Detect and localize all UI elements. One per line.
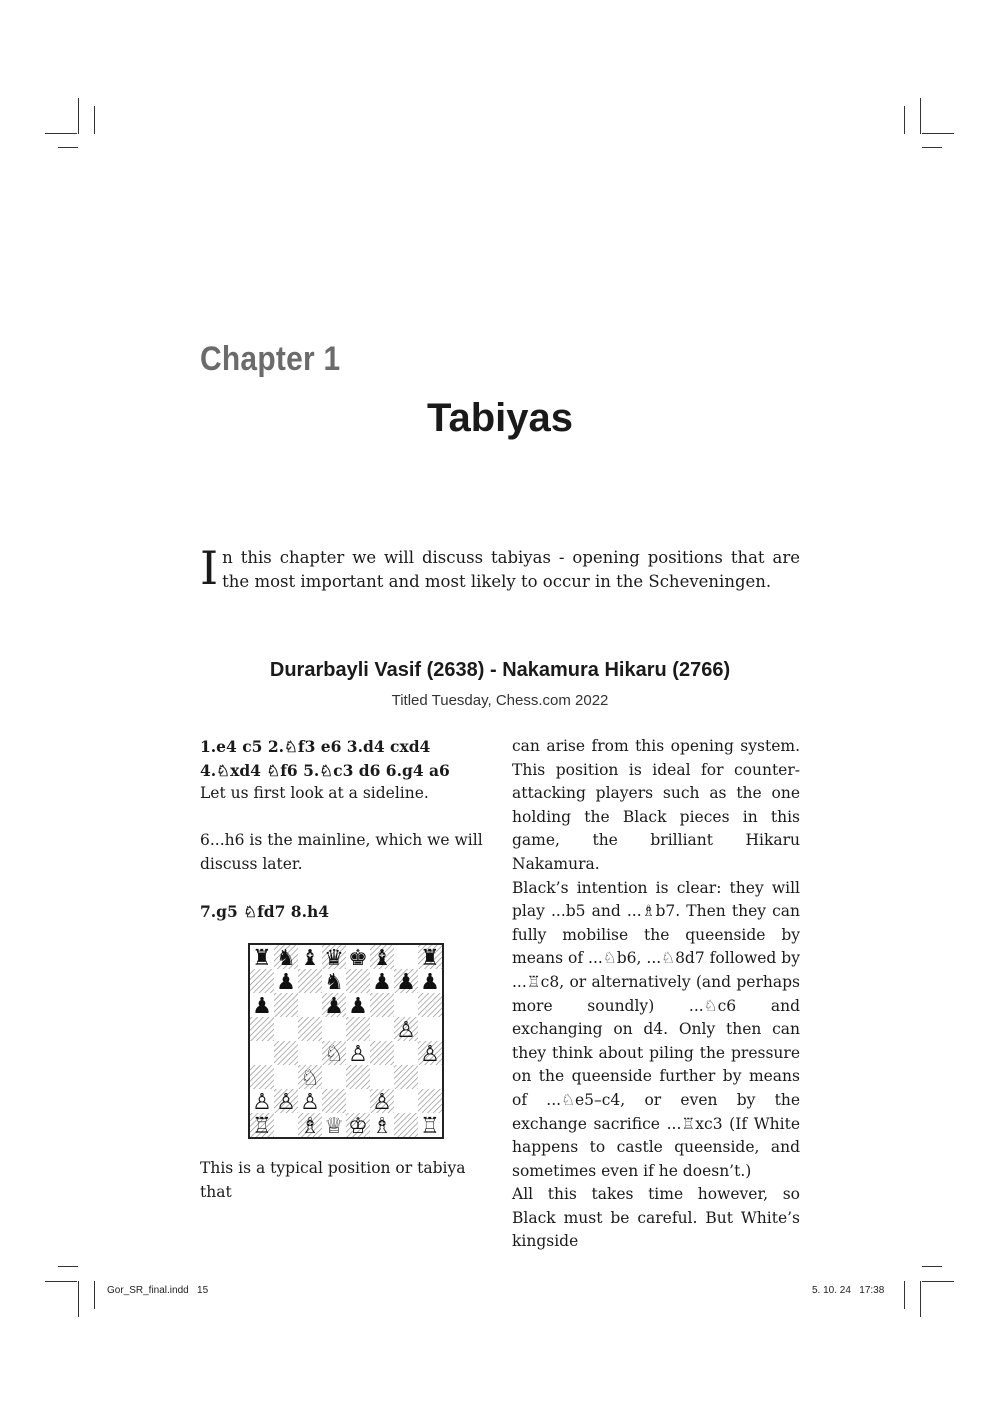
square-d5 (322, 1017, 346, 1041)
crop-mark (922, 133, 954, 134)
crop-mark (94, 106, 95, 134)
move-list: 7.g5 ♘fd7 8.h4 (200, 902, 330, 922)
square-g4 (394, 1041, 418, 1065)
chess-board (250, 945, 442, 1137)
square-b4 (274, 1041, 298, 1065)
black-rook-piece: ♜ (420, 946, 440, 971)
paragraph: Let us first look at a sideline. (200, 784, 429, 803)
crop-mark (45, 1281, 77, 1282)
chess-diagram (248, 943, 444, 1139)
square-f3 (370, 1065, 394, 1089)
square-b3 (274, 1065, 298, 1089)
white-pawn-piece: ♙ (252, 1090, 272, 1115)
square-h6 (418, 993, 442, 1017)
square-e2 (346, 1089, 370, 1113)
white-pawn-piece: ♙ (420, 1042, 440, 1067)
crop-mark (904, 1281, 905, 1309)
paragraph: can arise from this opening system. This position is ideal for counter-attacking players such as the one holding the Black pieces in this game, the brilliant Hikaru Nakamura. (512, 737, 800, 873)
white-pawn-piece: ♙ (396, 1018, 416, 1043)
crop-mark (94, 1281, 95, 1309)
crop-mark (922, 1266, 942, 1267)
square-b5 (274, 1017, 298, 1041)
move-list: 1.e4 c5 2.♘f3 e6 3.d4 cxd4 4.♘xd4 ♘f6 5.♘c3 d6 6.g4 a6 (200, 737, 450, 780)
square-h3 (418, 1065, 442, 1089)
crop-mark (58, 147, 78, 148)
white-knight-piece: ♘ (300, 1066, 320, 1091)
crop-mark (922, 1281, 954, 1282)
black-pawn-piece: ♟ (324, 994, 344, 1019)
left-column-continued: This is a typical position or tabiya that (200, 1159, 466, 1201)
black-bishop-piece: ♝ (300, 946, 320, 971)
white-pawn-piece: ♙ (276, 1090, 296, 1115)
square-d3 (322, 1065, 346, 1089)
square-g1 (394, 1113, 418, 1137)
white-rook-piece: ♖ (420, 1114, 440, 1137)
white-bishop-piece: ♗ (372, 1114, 392, 1137)
black-pawn-piece: ♟ (420, 970, 440, 995)
square-f6 (370, 993, 394, 1017)
crop-mark (920, 1281, 921, 1317)
square-e3 (346, 1065, 370, 1089)
square-a7 (250, 969, 274, 993)
square-g3 (394, 1065, 418, 1089)
black-pawn-piece: ♟ (372, 970, 392, 995)
square-d2 (322, 1089, 346, 1113)
footer-timestamp: 5. 10. 24 17:38 (812, 1285, 885, 1296)
chapter-title: Tabiyas (427, 396, 573, 440)
square-h5 (418, 1017, 442, 1041)
black-king-piece: ♚ (348, 946, 368, 971)
black-pawn-piece: ♟ (348, 994, 368, 1019)
white-queen-piece: ♕ (324, 1114, 344, 1137)
square-h2 (418, 1089, 442, 1113)
square-c4 (298, 1041, 322, 1065)
white-pawn-piece: ♙ (372, 1090, 392, 1115)
black-rook-piece: ♜ (252, 946, 272, 971)
black-bishop-piece: ♝ (372, 946, 392, 971)
square-g2 (394, 1089, 418, 1113)
game-title: Durarbayli Vasif (2638) - Nakamura Hikaru (2766) (269, 659, 731, 681)
black-knight-piece: ♞ (276, 946, 296, 971)
black-queen-piece: ♛ (324, 946, 344, 971)
square-a5 (250, 1017, 274, 1041)
white-knight-piece: ♘ (324, 1042, 344, 1067)
square-f4 (370, 1041, 394, 1065)
square-f5 (370, 1017, 394, 1041)
crop-mark (922, 147, 942, 148)
crop-mark (45, 133, 77, 134)
square-b6 (274, 993, 298, 1017)
white-pawn-piece: ♙ (300, 1090, 320, 1115)
black-pawn-piece: ♟ (276, 970, 296, 995)
intro-paragraph (200, 541, 800, 595)
footer-file-info: Gor_SR_final.indd 15 (107, 1285, 209, 1296)
square-g6 (394, 993, 418, 1017)
crop-mark (78, 98, 79, 134)
square-a3 (250, 1065, 274, 1089)
square-c7 (298, 969, 322, 993)
black-pawn-piece: ♟ (396, 970, 416, 995)
square-a4 (250, 1041, 274, 1065)
paragraph: All this takes time however, so Black must be careful. But White’s kingside (512, 1185, 800, 1251)
paragraph: Black’s intention is clear: they will play ...b5 and ...♗b7. Then they can fully mobilise the queenside by means of ...♘b6, ...♘8d7 followed by ...♖c8, or alternatively (and perhaps more soundly) ...♘c6 and exchanging on d4. Only then can they think about piling the pressure on the queenside further by means of ...♘e5–c4, or even by the exchange sacrifice ...♖xc3 (If White happens to castle queenside, and sometimes even if he doesn’t.) (512, 878, 800, 1180)
intro-text: n this chapter we will discuss tabiyas - opening positions that are the most important and most likely to occur in the Scheveningen. (222, 548, 800, 591)
game-event: Titled Tuesday, Chess.com 2022 (391, 692, 609, 709)
square-c5 (298, 1017, 322, 1041)
square-b1 (274, 1113, 298, 1137)
square-g8 (394, 945, 418, 969)
paragraph: 6...h6 is the mainline, which we will discuss later. (200, 831, 483, 873)
crop-mark (78, 1281, 79, 1317)
left-column (200, 735, 488, 924)
chapter-label: Chapter 1 (200, 340, 341, 378)
black-knight-piece: ♞ (324, 970, 344, 995)
crop-mark (904, 106, 905, 134)
square-e5 (346, 1017, 370, 1041)
white-king-piece: ♔ (348, 1114, 368, 1137)
right-column (512, 735, 800, 1254)
crop-mark (920, 98, 921, 134)
square-e7 (346, 969, 370, 993)
crop-mark (58, 1266, 78, 1267)
drop-cap: I (200, 541, 219, 595)
white-rook-piece: ♖ (252, 1114, 272, 1137)
white-pawn-piece: ♙ (348, 1042, 368, 1067)
square-c6 (298, 993, 322, 1017)
white-bishop-piece: ♗ (300, 1114, 320, 1137)
black-pawn-piece: ♟ (252, 994, 272, 1019)
